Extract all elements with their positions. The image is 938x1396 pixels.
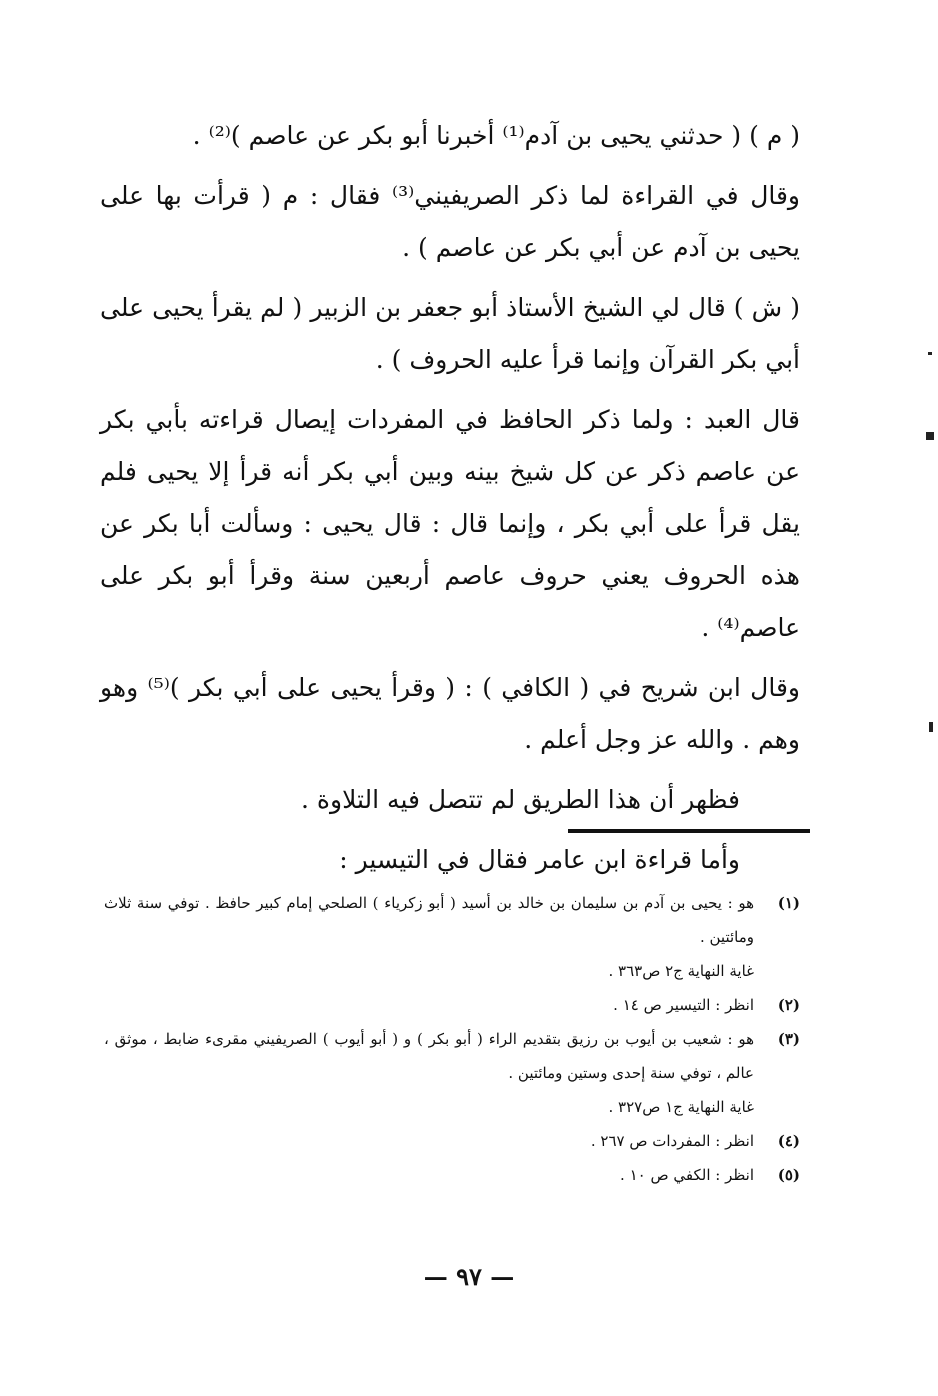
footnote-4: [104, 1124, 800, 1158]
page-number: — ٩٧ —: [423, 1262, 515, 1291]
footnote-2: [104, 988, 800, 1022]
footnote-number: (٣): [777, 1030, 800, 1048]
footnote-number: (٤): [777, 1132, 800, 1150]
scan-speck: [929, 722, 933, 732]
scan-speck: [928, 352, 932, 355]
scan-speck: [926, 432, 934, 440]
paragraph-4: قال العبد : ولما ذكر الحافظ في المفردات إيصال قراءته بأبي بكر عن عاصم ذكر عن كل شيخ بينه وبين أبي بكر أنه قرأ إلا يحيى فلم يقل قرأ على أبي بكر ، وإنما قال : قال يحيى : وسألت أبا بكر عن هذه الحروف يعني حروف عاصم أربعين سنة وقرأ أبو بكر على عاصم⁽⁴⁾ .: [100, 405, 800, 642]
footnote-3: [104, 1022, 800, 1124]
footnote-body: [104, 988, 754, 1022]
footnote-body: [104, 886, 754, 988]
footnote-1: [104, 886, 800, 988]
paragraph-6: فظهر أن هذا الطريق لم تتصل فيه التلاوة .: [301, 785, 740, 814]
main-text: [100, 110, 800, 894]
paragraph-3: ( ش ) قال لي الشيخ الأستاذ أبو جعفر بن الزبير ( لم يقرأ يحيى على أبي بكر القرآن وإنما قرأ عليه الحروف ) .: [100, 293, 800, 374]
footnote-body: [104, 1022, 754, 1124]
footnote-body: [104, 1158, 754, 1192]
paragraph-1: ( م ) ( حدثني يحيى بن آدم⁽¹⁾ أخبرنا أبو بكر عن عاصم )⁽²⁾ .: [192, 121, 800, 150]
footnote-line: هو : يحيى بن آدم بن سليمان بن خالد بن أسيد ( أبو زكرياء ) الصلحي إمام كبير حافظ . توفي سنة ثلاث ومائتين .: [104, 894, 754, 946]
footnote-divider: [568, 829, 810, 833]
footnote-line: غاية النهاية ج٢ ص٣٦٣ .: [608, 962, 754, 980]
footnote-body: [104, 1124, 754, 1158]
paragraph-7: وأما قراءة ابن عامر فقال في التيسير :: [339, 845, 740, 874]
footnote-number: (٥): [777, 1166, 800, 1184]
footnote-line: غاية النهاية ج١ ص٣٢٧ .: [608, 1098, 754, 1116]
paragraph-2: وقال في القراءة لما ذكر الصريفيني⁽³⁾ فقال : م ( قرأت بها على يحيى بن آدم عن أبي بكر عن عاصم ) .: [100, 181, 800, 262]
footnote-line: هو : شعيب بن أيوب بن رزيق بتقديم الراء ( أبو بكر ) و ( أبو أيوب ) الصريفيني مقرىء ضابط ، موثق ، عالم ، توفي سنة إحدى وستين ومائتين .: [104, 1030, 754, 1082]
footnote-number: (١): [777, 894, 800, 912]
paragraph-5: وقال ابن شريح في ( الكافي ) : ( وقرأ يحيى على أبي بكر )⁽⁵⁾ وهو وهم . والله عز وجل أعلم .: [100, 673, 800, 754]
footnote-5: [104, 1158, 800, 1192]
footnote-line: انظر : التيسير ص ١٤ .: [613, 996, 754, 1014]
footnote-line: انظر : الكفي ص ١٠ .: [620, 1166, 754, 1184]
footnotes: [104, 886, 800, 1192]
footnote-number: (٢): [777, 996, 800, 1014]
footnote-line: انظر : المفردات ص ٢٦٧ .: [590, 1132, 754, 1150]
